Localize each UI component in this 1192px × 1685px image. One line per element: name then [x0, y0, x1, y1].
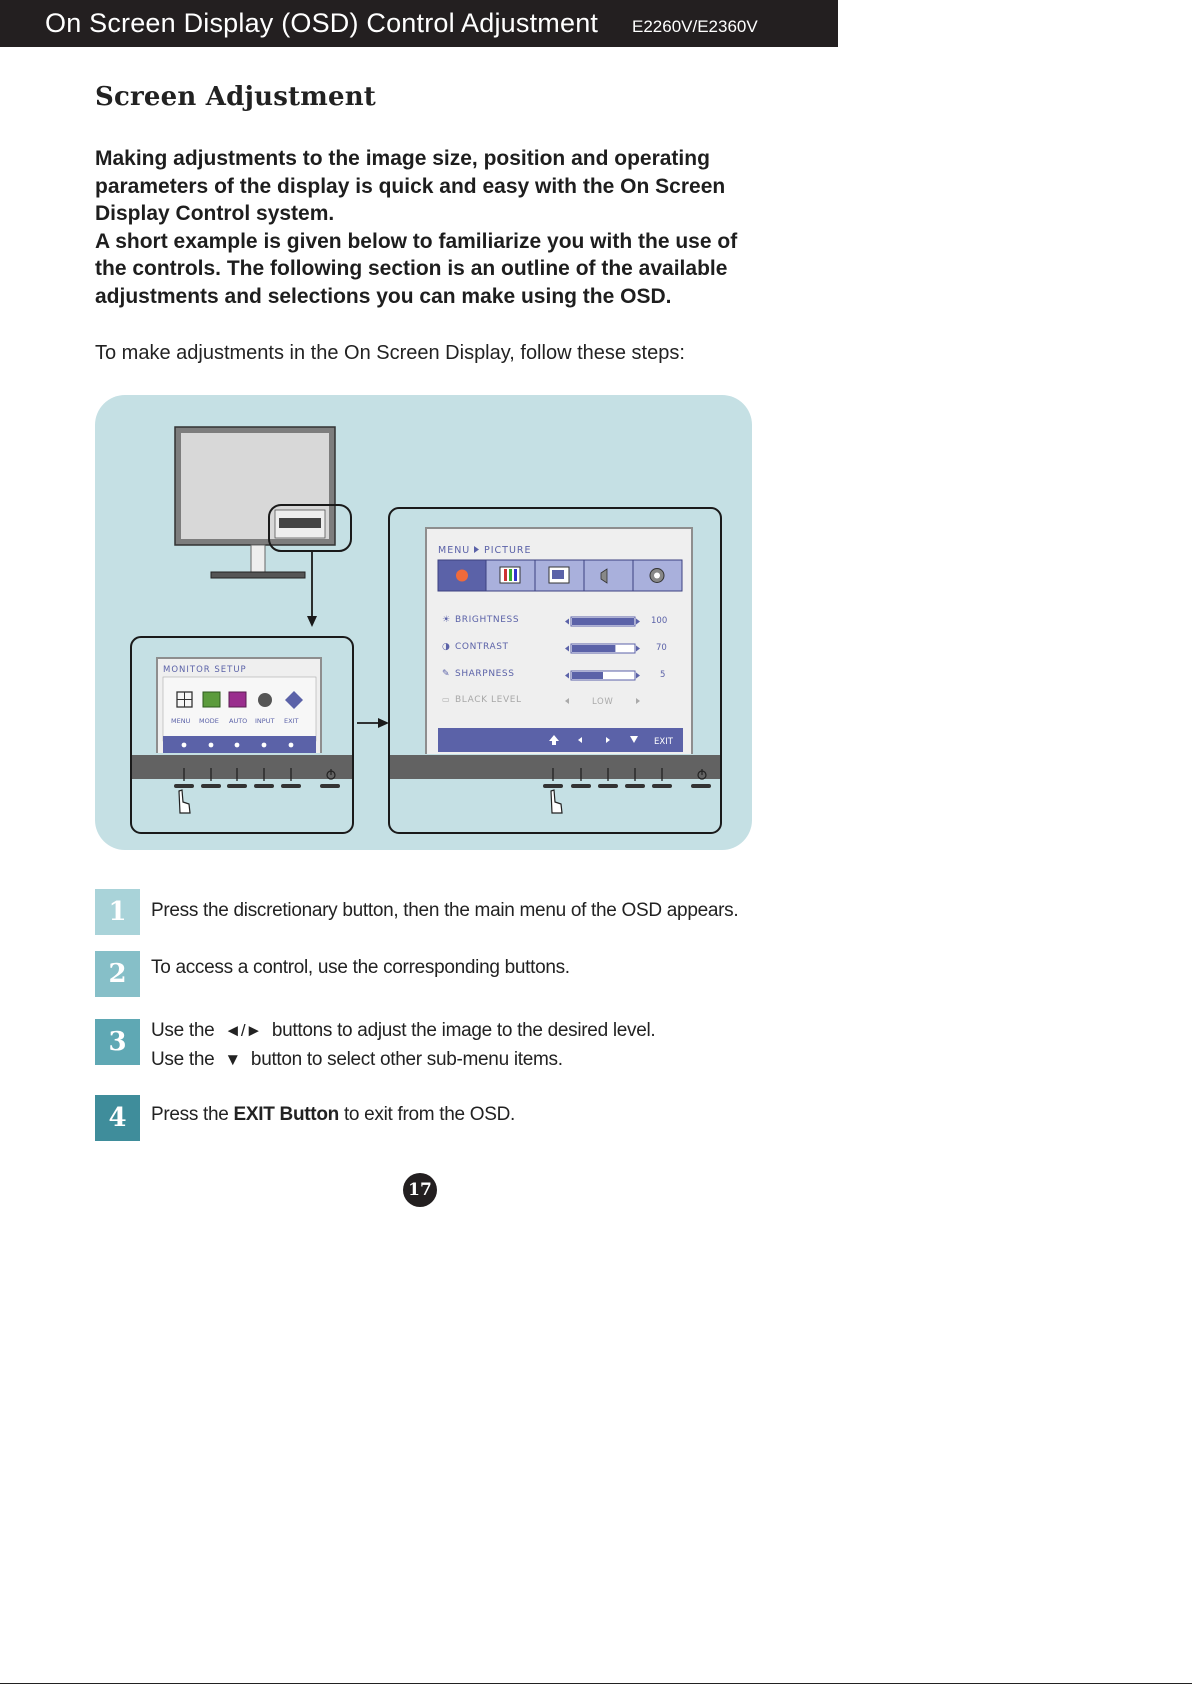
- picture-menu-tabs: [438, 560, 682, 591]
- breadcrumb-menu: MENU: [438, 545, 471, 556]
- row-contrast-label: CONTRAST: [455, 642, 509, 652]
- monitor-setup-panel: [131, 637, 353, 833]
- svg-text:☀: ☀: [442, 615, 451, 625]
- row-brightness-value: 100: [651, 616, 668, 626]
- steps-lead: To make adjustments in the On Screen Display, follow these steps:: [95, 342, 685, 364]
- intro-paragraph-2: A short example is given below to familiarize you with the use of the controls. The following section is an outline of the available adjustments and selections you can make using the OSD.: [95, 229, 738, 308]
- breadcrumb-page: PICTURE: [484, 545, 532, 556]
- setup-item-menu: MENU: [171, 717, 191, 725]
- picture-menu-panel: [389, 508, 721, 833]
- osd-illustration-svg: [95, 395, 752, 850]
- bottom-rule: [0, 1683, 1192, 1684]
- header-title: On Screen Display (OSD) Control Adjustment: [45, 8, 599, 38]
- step-4-text: Press the EXIT Button to exit from the OSD.: [151, 1104, 516, 1125]
- monitor-icon: [175, 427, 351, 578]
- section-title: Screen Adjustment: [95, 82, 377, 112]
- setup-item-input: INPUT: [255, 717, 275, 725]
- setup-item-mode: MODE: [199, 717, 219, 725]
- row-black-level-value: LOW: [592, 697, 614, 707]
- step-2-text: To access a control, use the corresponding buttons.: [151, 957, 570, 978]
- row-sharpness-label: SHARPNESS: [455, 669, 515, 679]
- osd-illustration: [95, 395, 752, 850]
- step-number-3: 3: [95, 1019, 140, 1065]
- header-model: E2260V/E2360V: [632, 17, 758, 36]
- sharpness-level-bar: [572, 672, 603, 679]
- exit-button-label: EXIT Button: [233, 1104, 339, 1125]
- monitor-setup-title: MONITOR SETUP: [163, 665, 247, 675]
- setup-item-exit: EXIT: [284, 717, 299, 725]
- row-brightness-label: BRIGHTNESS: [455, 615, 520, 625]
- osd-exit-label: EXIT: [654, 737, 673, 747]
- svg-text:✎: ✎: [442, 669, 450, 679]
- page-header: [0, 0, 838, 47]
- step-number-1: 1: [95, 889, 140, 935]
- page-number: 17: [403, 1173, 437, 1207]
- left-right-arrows-icon: ◄/►: [224, 1021, 262, 1040]
- intro-text: [95, 145, 755, 310]
- row-contrast-value: 70: [656, 643, 667, 653]
- intro-paragraph-1: Making adjustments to the image size, position and operating parameters of the display is quick and easy with the On Screen Display Control system.: [95, 147, 726, 225]
- step-3-text: Use the ◄/► buttons to adjust the image to the desired level. Use the ▼ button to select other sub-menu items.: [151, 1016, 655, 1074]
- step-1-text: Press the discretionary button, then the main menu of the OSD appears.: [151, 900, 739, 921]
- step-number-4: 4: [95, 1095, 140, 1141]
- brightness-level-bar: [572, 618, 634, 625]
- down-arrow-icon: ▼: [224, 1050, 241, 1069]
- row-sharpness-value: 5: [660, 670, 666, 680]
- brightness-tab-icon: [456, 570, 468, 582]
- svg-text:◑: ◑: [442, 642, 450, 652]
- row-black-level-label: BLACK LEVEL: [455, 695, 522, 705]
- contrast-level-bar: [572, 645, 615, 652]
- step-number-2: 2: [95, 951, 140, 997]
- setup-item-auto: AUTO: [229, 717, 248, 725]
- svg-text:▭: ▭: [442, 695, 450, 704]
